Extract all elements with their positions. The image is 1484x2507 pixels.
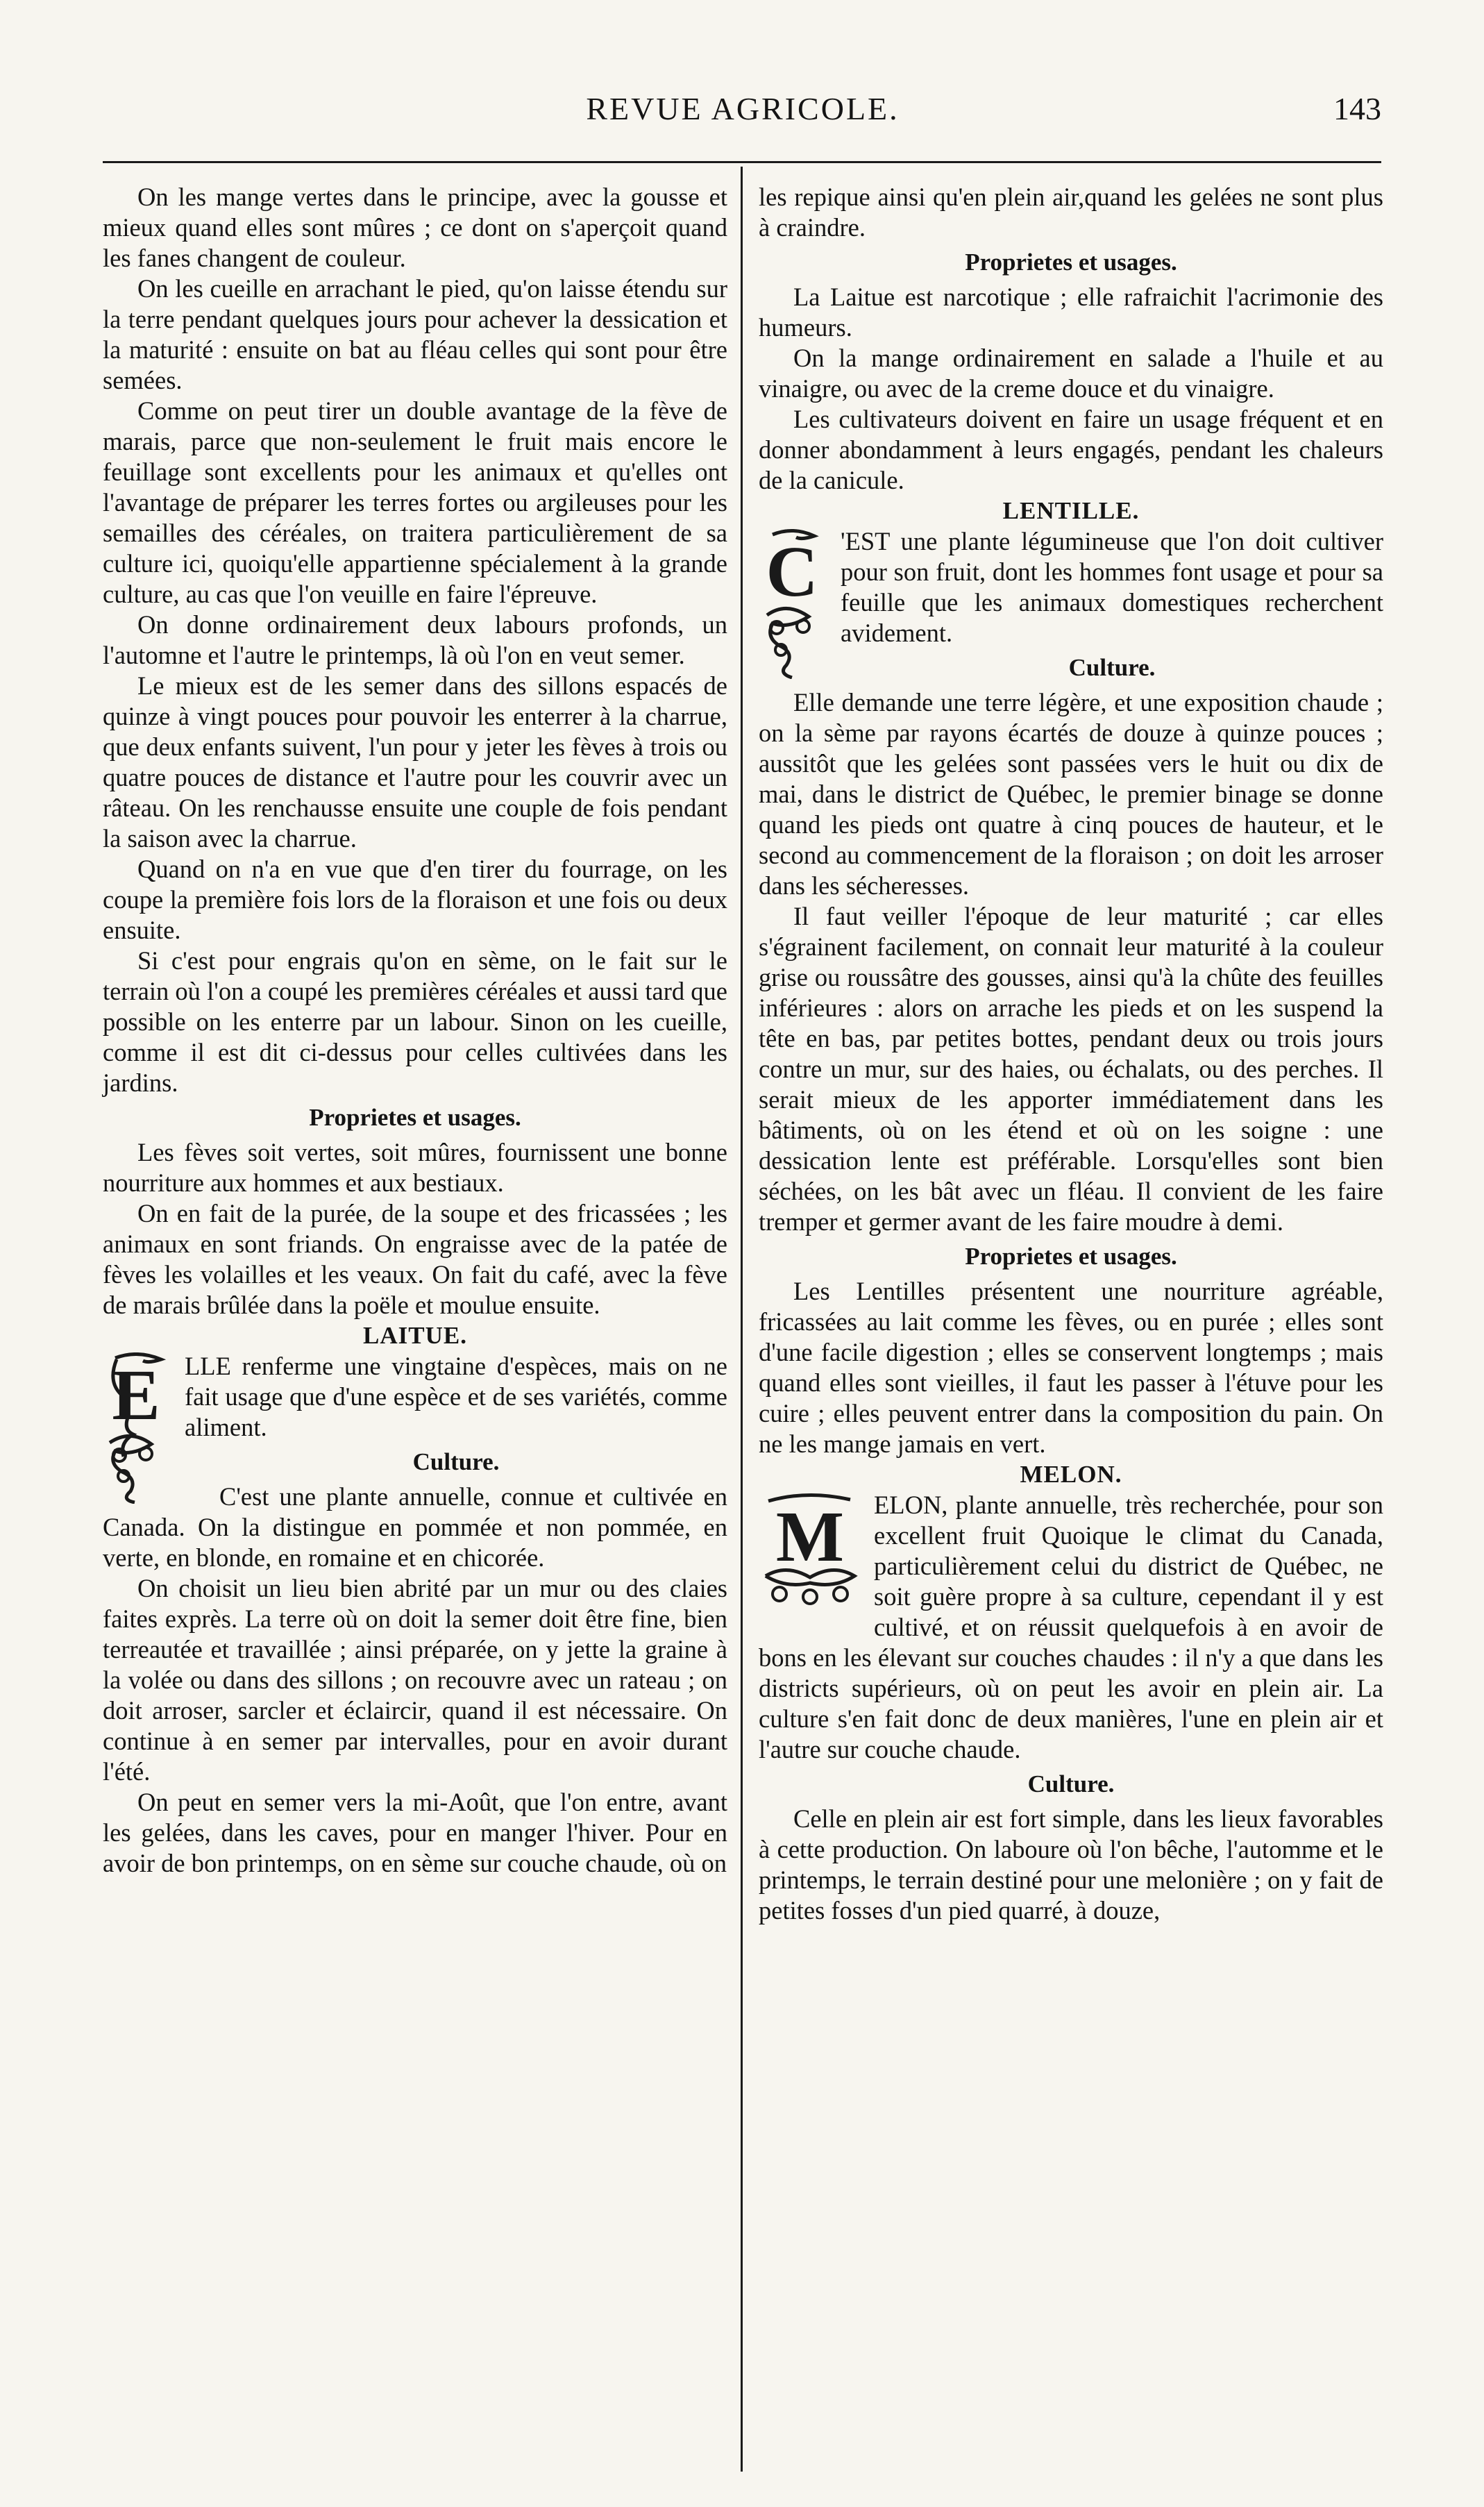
paragraph: On peut en semer vers la mi-Août, que l'on entre, avant les gelées, dans les caves, pour en manger l'hiver. Pour en avoir de bon printemps, on en sème sur couche chaude, où on [103,1788,727,1877]
dropcap-letter: M [775,1497,845,1577]
paragraph: Quand on n'a en vue que d'en tirer du fourrage, on les coupe la première fois lors de la floraison et une fois ou deux ensuite. [103,855,727,944]
paragraph: Il faut veiller l'époque de leur maturité ; car elles s'égrainent facilement, on connait leur maturité à la couleur grise ou roussâtre des gousses, ainsi qu'à la chûte des feuilles inférieures : alors on arrache les pieds et on les suspend la tête en bas, par petites bottes, pendant deux ou trois jours contre un mur, sur des haies, ou échalats, ou des perches. Il serait mieux de les apporter immédiatement dans les bâtiments, où on les étend et où on les soigne : une dessication lente est préférable. Lorsqu'elles sont bien séchées, on les bât avec un fléau. Il convient de les faire tremper et germer avant de les faire moudre à demi. [759,902,1383,1236]
paragraph: LLE renferme une vingtaine d'espèces, mais on ne fait usage que d'une espèce et de ses variétés, comme aliment. [185,1352,727,1441]
paragraph: La Laitue est narcotique ; elle rafraichit l'acrimonie des humeurs. [759,283,1383,342]
decorative-initial-e-icon [103,1352,172,1504]
paragraph: On donne ordinairement deux labours profonds, un l'automne et l'autre le printemps, là où l'on en veut semer. [103,610,727,669]
paragraph: C'est une plante annuelle, connue et cultivée en Canada. On la distingue en pommée et non pommée, en verte, en blonde, en romaine et en chicorée. [103,1482,727,1572]
paragraph: On choisit un lieu bien abrité par un mur ou des claies faites exprès. La terre où on doit la semer doit être fine, bien terreautée et travaillée ; ainsi préparée, on y jette la graine à la volée ou dans des sillons ; on recouvre avec un rateau ; on doit arroser, sarcler et éclaircir, quand il est nécessaire. On continue à en semer par intervalles, pour en avoir durant l'été. [103,1574,727,1786]
decorative-initial-m-icon [759,1491,861,1613]
subheading-culture: Culture. [1027,1770,1115,1797]
paragraph: On les cueille en arrachant le pied, qu'on laisse étendu sur la terre pendant quelques jours pour achever la dessication et la maturité : ensuite on bat au fléau celles qui sont pour être semées. [103,274,727,394]
page-header [104,90,1381,139]
decorative-initial-c-icon [759,528,828,679]
dropcap-letter: E [112,1355,160,1435]
paragraph: Comme on peut tirer un double avantage de la fève de marais, parce que non-seulement le fruit mais encore le feuillage sont excellents pour les animaux et qu'elles ont l'avantage de préparer les terres fortes ou argileuses pour les semailles des céréales, on traitera particulièrement de sa culture ici, quoiqu'elle appartienne spécialement à la grande culture, au cas que l'on veuille en faire l'épreuve. [103,396,727,608]
subheading-proprietes: Proprietes et usages. [309,1104,521,1131]
section-title-lentille: LENTILLE. [1002,497,1140,524]
subheading-proprietes: Proprietes et usages. [965,1243,1177,1270]
section-title-melon: MELON. [1020,1461,1122,1488]
paragraph: Celle en plein air est fort simple, dans les lieux favorables à cette production. On laboure où l'on bêche, l'automme et le printemps, le terrain destiné pour une melonière ; on y fait de petites fosses d'un pied quarré, à douze, [759,1804,1383,1925]
right-column [759,182,1383,1926]
header-rule [103,161,1381,163]
dropcap-letter: C [766,532,818,612]
section-title-laitue: LAITUE. [363,1322,467,1349]
paragraph: Si c'est pour engrais qu'on en sème, on le fait sur le terrain où l'on a coupé les premières céréales et aussi tard que possible on les enterre par un labour. Sinon on les cueille, comme il est dit ci-dessus pour celles cultivées dans les jardins. [103,946,727,1097]
subheading-culture: Culture. [1068,654,1156,681]
paragraph: Le mieux est de les semer dans des sillons espacés de quinze à vingt pouces pour pouvoir les enterrer à la charrue, que deux enfants suivent, l'un pour y jeter les fèves à trois ou quatre pouces de distance et l'autre pour les couvrir avec un râteau. On les renchausse ensuite une couple de fois pendant la saison avec la charrue. [103,671,727,853]
paragraph: ELON, plante annuelle, très recherchée, pour son excellent fruit Quoique le climat du Canada, particulièrement celui du district de Québec, ne soit guère propre à sa culture, cependant il y est cultivé, et on réussit quelquefois à en avoir de bons en les élevant sur couches chaudes : il n'y a que dans les districts supérieurs, où on peut les avoir en plein air. La culture s'en fait donc de deux manières, l'une en plein air et l'autre sur couche chaude. [759,1491,1383,1763]
paragraph: On en fait de la purée, de la soupe et des fricassées ; les animaux en sont friands. On engraisse avec de la patée de fèves les volailles et les veaux. On fait du café, avec la fève de marais brûlée dans la poële et moulue ensuite. [103,1199,727,1319]
running-title: REVUE AGRICOLE. [586,91,900,126]
subheading-culture: Culture. [412,1448,500,1475]
paragraph: 'EST une plante légumineuse que l'on doit cultiver pour son fruit, dont les hommes font usage et pour sa feuille que les animaux domestiques recherchent avidement. [841,527,1383,647]
left-column [103,182,727,1879]
paragraph: Les cultivateurs doivent en faire un usage fréquent et en donner abondamment à leurs engagés, pendant les chaleurs de la canicule. [759,405,1383,494]
paragraph: On les mange vertes dans le principe, avec la gousse et mieux quand elles sont mûres ; ce dont on s'aperçoit quand les fanes changent de couleur. [103,183,727,272]
paragraph: Elle demande une terre légère, et une exposition chaude ; on la sème par rayons écartés de douze à quinze pouces ; aussitôt que les gelées sont passées vers le huit ou dix de mai, dans le district de Québec, le premier binage se donne quand les pieds ont quatre à cinq pouces de hauteur, et le second au commencement de la floraison ; on doit les arroser dans les sécheresses. [759,688,1383,900]
paragraph: les repique ainsi qu'en plein air,quand les gelées ne sont plus à craindre. [759,183,1383,242]
paragraph: On la mange ordinairement en salade a l'huile et au vinaigre, ou avec de la creme douce et du vinaigre. [759,344,1383,403]
paragraph: Les Lentilles présentent une nourriture agréable, fricassées au lait comme les fèves, ou en purée ; elles sont d'une facile digestion ; elles se conservent longtemps ; mais quand elles sont vieilles, il faut les passer à l'étuve pour les cuire ; elles peuvent entrer dans la composition du pain. On ne les mange jamais en vert. [759,1277,1383,1458]
page-number: 143 [1333,91,1381,126]
paragraph: Les fèves soit vertes, soit mûres, fournissent une bonne nourriture aux hommes et aux bestiaux. [103,1138,727,1197]
subheading-proprietes: Proprietes et usages. [965,249,1177,276]
column-divider [741,167,743,2472]
